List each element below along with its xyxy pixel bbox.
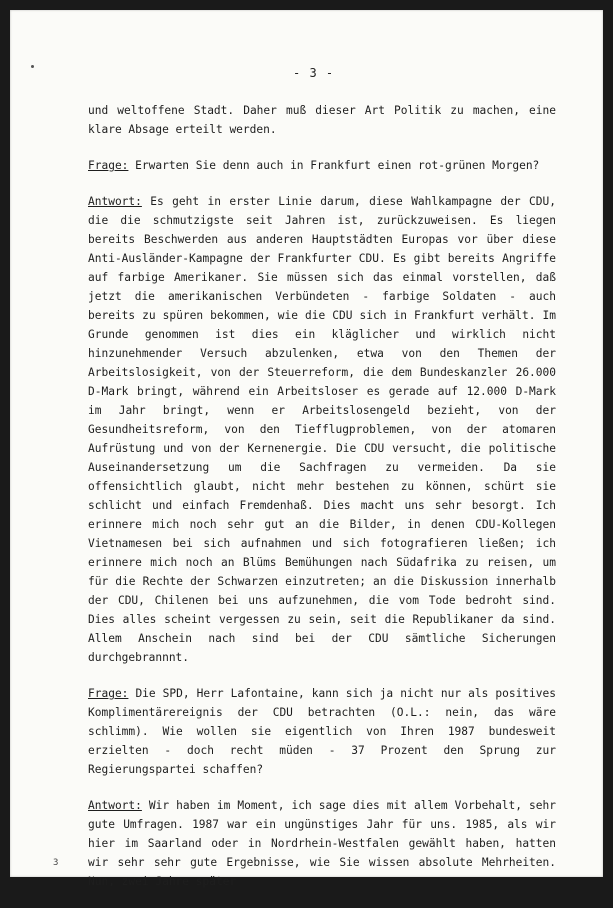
paragraph-answer — [88, 192, 556, 667]
speaker-label: Antwort: — [88, 799, 142, 812]
paragraph-answer — [88, 796, 556, 891]
paragraph-text: und weltoffene Stadt. Daher muß dieser Art Politik zu machen, eine klare Absage erteilt werden. — [88, 104, 556, 136]
paragraph-text: Wir haben im Moment, ich sage dies mit allem Vorbehalt, sehr gute Umfragen. 1987 war ein ungünstiges Jahr für uns. 1985, als wir hier im Saarland oder in Nordrhein-Westfalen gewählt haben, hatten wir sehr sehr gute Ergebnisse, wie Sie wissen absolute Mehrheiten. Nun, zwei Jahre später — [88, 799, 556, 888]
paragraph-continuation — [88, 101, 556, 139]
scan-speck — [31, 65, 34, 68]
paragraph-text: Es geht in erster Linie darum, diese Wahlkampagne der CDU, die die schmutzigste seit Jahren ist, zurückzuweisen. Es liegen bereits Beschwerden aus anderen Hauptstädten Europas vor über diese Anti-Ausländer-Kampagne der Frankfurter CDU. Es gibt bereits Angriffe auf farbige Amerikaner. Sie müssen sich das einmal vorstellen, daß jetzt die amerikanischen Verbündeten - farbige Soldaten - auch bereits zu spüren bekommen, wie die CDU sich in Frankfurt verhält. Im Grunde genommen ist dies ein kläglicher und wirklich nicht hinzunehmender Versuch abzulenken, etwa von den Themen der Arbeitslosigkeit, von der Steuerreform, die dem Bundeskanzler 26.000 D-Mark bringt, während ein Arbeitsloser es gerade auf 12.000 D-Mark im Jahr bringt, wenn er Arbeitslosengeld bezieht, von der Gesundheitsreform, von den Tiefflugproblemen, von der atomaren Aufrüstung und von der Kernenergie. Die CDU versucht, die politische Auseinandersetzung um die Sachfragen zu vermeiden. Da sie offensichtlich glaubt, nicht mehr bestehen zu können, schürt sie schlicht und einfach Fremdenhaß. Dies macht uns sehr besorgt. Ich erinnere mich noch sehr gut an die Bilder, in denen CDU-Kollegen Vietnamesen bei sich aufnahmen und sich fotografieren ließen; ich erinnere mich noch an Blüms Bemühungen nach Südafrika zu reisen, um für die Rechte der Schwarzen einzutreten; an die Diskussion innerhalb der CDU, Chilenen bei uns aufzunehmen, die vom Tode bedroht sind. Dies alles scheint vergessen zu sein, seit die Republikaner da sind. Allem Anschein nach sind bei der CDU sämtliche Sicherungen durchgebrannnt. — [88, 195, 556, 664]
interview-text — [88, 101, 556, 908]
speaker-label: Frage: — [88, 159, 129, 172]
paragraph-question — [88, 684, 556, 779]
paragraph-text: Die SPD, Herr Lafontaine, kann sich ja nicht nur als positives Komplimentärereignis der CDU betrachten (O.L.: nein, das wäre schlimm). Wie wollen sie eigentlich von Ihren 1987 bundesweit erzielten - doch recht müden - 37 Prozent den Sprung zur Regierungspartei schaffen? — [88, 687, 556, 776]
document-page — [10, 10, 603, 888]
paragraph-question — [88, 156, 556, 175]
footer-page-number: 3 — [53, 858, 59, 868]
page-number: - 3 - — [293, 66, 335, 80]
speaker-label: Frage: — [88, 687, 129, 700]
speaker-label: Antwort: — [88, 195, 142, 208]
paragraph-text: Erwarten Sie denn auch in Frankfurt einen rot-grünen Morgen? — [128, 159, 540, 172]
